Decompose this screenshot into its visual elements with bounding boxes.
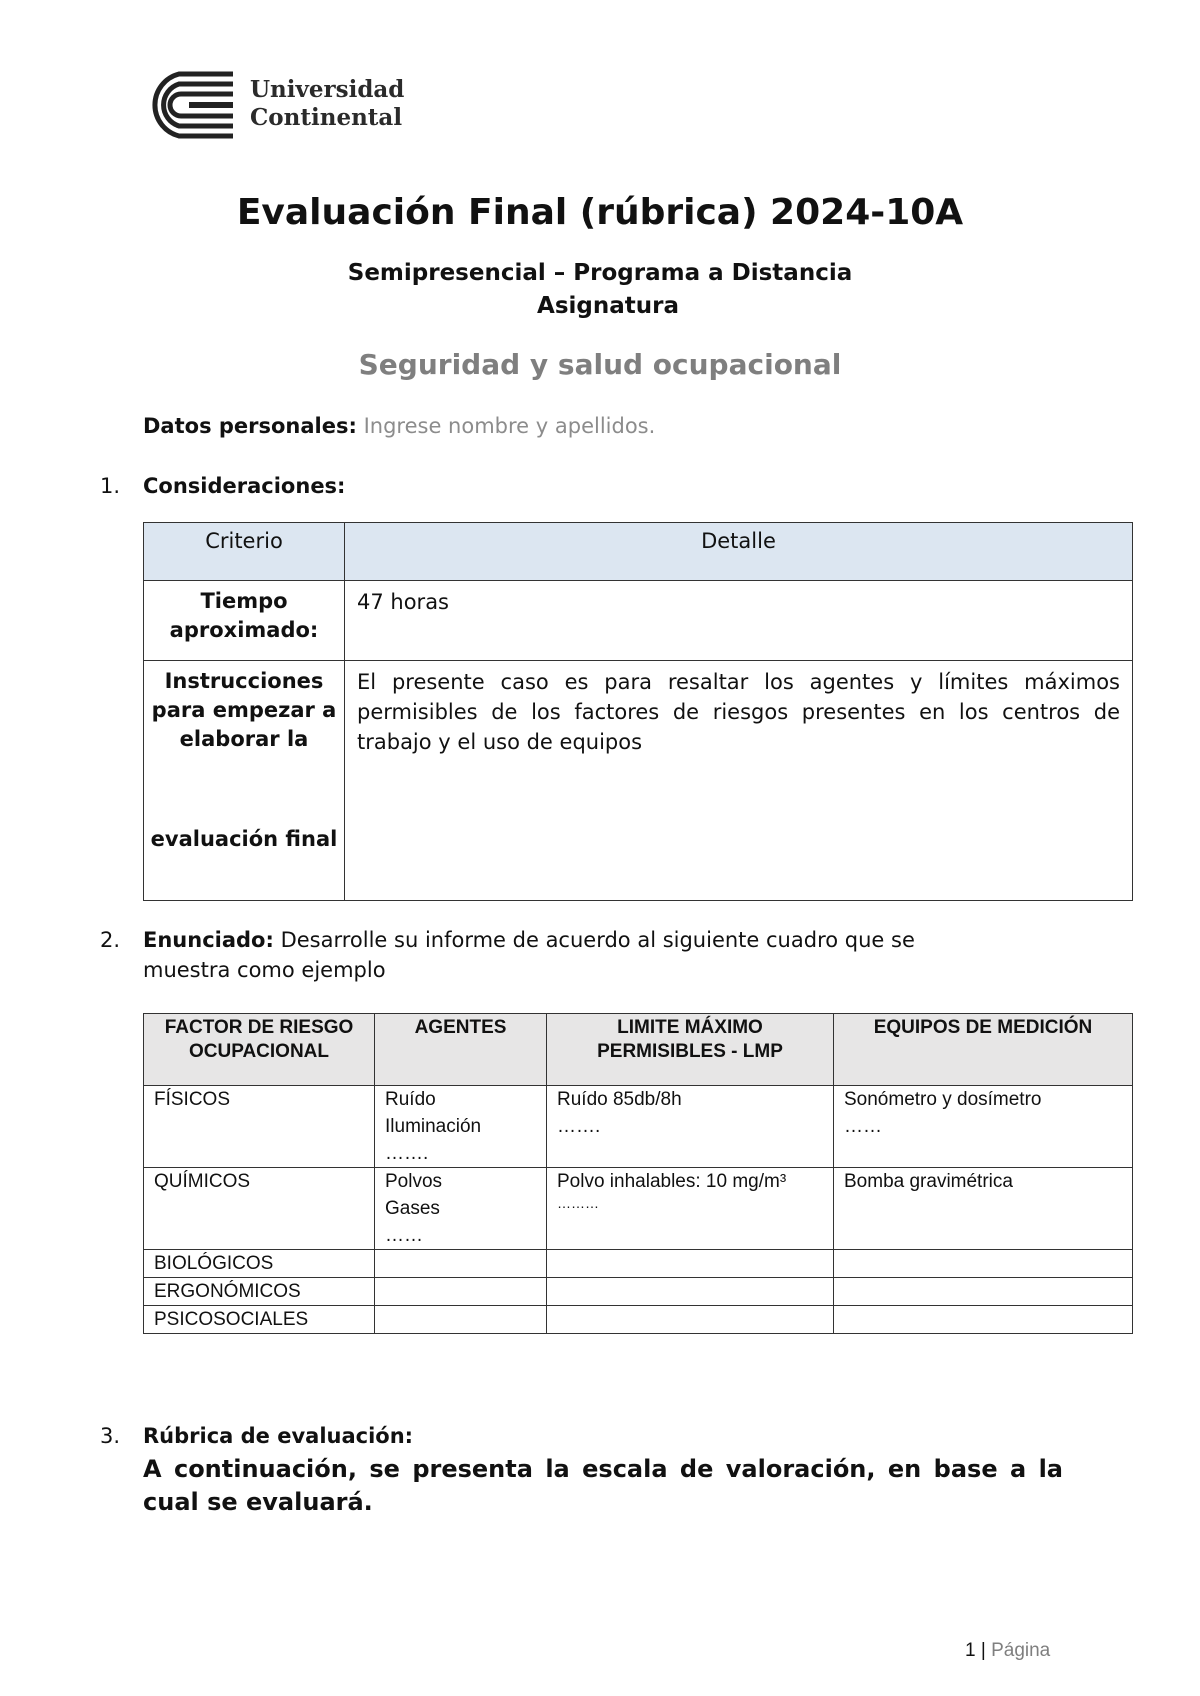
risk-factors-table: [143, 1013, 1133, 1334]
lmp-item: …….: [557, 1116, 601, 1137]
subject-label: Asignatura: [537, 293, 679, 319]
agent-item: Ruído: [385, 1089, 436, 1110]
criterion-instructions: [144, 661, 345, 901]
section-1-title: Consideraciones:: [143, 474, 346, 498]
section-2-title: Enunciado:: [143, 928, 274, 952]
agents-cell: [375, 1168, 547, 1250]
section-2-text-2: muestra como ejemplo: [143, 958, 386, 982]
page-number-separator: |: [975, 1640, 992, 1661]
table-row: [144, 661, 1133, 901]
header-lmp: LIMITE MÁXIMO PERMISIBLES - LMP: [547, 1014, 834, 1086]
detail-time: 47 horas: [345, 581, 1133, 661]
rubric-intro: A continuación, se presenta la escala de valoración, en base a la cual se evaluará.: [143, 1455, 1063, 1516]
lmp-cell: [547, 1306, 834, 1334]
factor-cell: QUÍMICOS: [144, 1168, 375, 1250]
section-1-number: 1.: [100, 474, 121, 498]
agent-item: Iluminación: [385, 1116, 482, 1137]
table-row: [144, 1168, 1133, 1250]
table-row: [144, 1278, 1133, 1306]
page-label: Página: [991, 1640, 1051, 1661]
agent-item: …….: [385, 1143, 429, 1164]
table-header-row: [144, 1014, 1133, 1086]
table-row: [144, 581, 1133, 661]
section-3-heading: [100, 1424, 413, 1448]
lmp-item: Ruído 85db/8h: [557, 1089, 682, 1110]
equipment-cell: [834, 1278, 1133, 1306]
header-equipment: EQUIPOS DE MEDICIÓN: [834, 1014, 1133, 1086]
section-3-number: 3.: [100, 1424, 121, 1448]
header-agents: AGENTES: [375, 1014, 547, 1086]
equipment-item: Bomba gravimétrica: [844, 1171, 1013, 1192]
university-name: [250, 76, 404, 132]
lmp-cell: [547, 1278, 834, 1306]
equipment-cell: [834, 1250, 1133, 1278]
section-2-text-1: Desarrolle su informe de acuerdo al siguiente cuadro que se: [280, 928, 915, 952]
agent-item: Gases: [385, 1198, 440, 1219]
lmp-item: ………: [557, 1195, 599, 1211]
logo-line-1: Universidad: [250, 76, 405, 103]
equipment-cell: [834, 1086, 1133, 1168]
course-name: Seguridad y salud ocupacional: [358, 348, 842, 381]
equipment-cell: [834, 1306, 1133, 1334]
personal-data-field[interactable]: Ingrese nombre y apellidos.: [363, 414, 656, 438]
personal-data: [143, 414, 655, 438]
table-row: [144, 1306, 1133, 1334]
table-row: [144, 1250, 1133, 1278]
section-1-heading: [100, 474, 345, 498]
lmp-cell: [547, 1168, 834, 1250]
agents-cell: [375, 1250, 547, 1278]
factor-cell: FÍSICOS: [144, 1086, 375, 1168]
factor-cell: ERGONÓMICOS: [144, 1278, 375, 1306]
section-2-number: 2.: [100, 928, 121, 952]
header-factor: FACTOR DE RIESGO OCUPACIONAL: [144, 1014, 375, 1086]
factor-cell: BIOLÓGICOS: [144, 1250, 375, 1278]
lmp-cell: [547, 1250, 834, 1278]
agents-cell: [375, 1278, 547, 1306]
agents-cell: [375, 1086, 547, 1168]
agents-cell: [375, 1306, 547, 1334]
page-number-value: 1: [965, 1640, 976, 1661]
equipment-item: ……: [844, 1116, 882, 1137]
lmp-cell: [547, 1086, 834, 1168]
criterion-instructions-text-b: evaluación final: [150, 827, 338, 851]
personal-data-label: Datos personales:: [143, 414, 357, 438]
logo-line-2: Continental: [250, 104, 403, 131]
document-title: Evaluación Final (rúbrica) 2024-10A: [236, 192, 964, 233]
section-3-title: Rúbrica de evaluación:: [143, 1424, 414, 1448]
factor-cell: PSICOSOCIALES: [144, 1306, 375, 1334]
agent-item: Polvos: [385, 1171, 443, 1192]
criterion-time: Tiempo aproximado:: [144, 581, 345, 661]
agent-item: ……: [385, 1225, 423, 1246]
lmp-item: Polvo inhalables: 10 mg/m³: [557, 1171, 787, 1192]
header-criterio: Criterio: [144, 523, 345, 581]
equipment-item: Sonómetro y dosímetro: [844, 1089, 1042, 1110]
section-2-heading: [100, 925, 915, 985]
university-logo: [143, 70, 403, 140]
considerations-table: [143, 522, 1133, 901]
header-detalle: Detalle: [345, 523, 1133, 581]
page-number: [965, 1640, 1050, 1662]
equipment-cell: [834, 1168, 1133, 1250]
detail-instructions: El presente caso es para resaltar los agentes y límites máximos permisibles de los factores de riesgos presentes en los centros de trabajo y el uso de equipos: [345, 661, 1133, 901]
modality-subtitle: Semipresencial – Programa a Distancia: [347, 260, 853, 286]
criterion-instructions-text-a: Instrucciones para empezar a elaborar la: [151, 669, 337, 751]
university-logo-icon: [143, 70, 235, 140]
table-header-row: [144, 523, 1133, 581]
table-row: [144, 1086, 1133, 1168]
